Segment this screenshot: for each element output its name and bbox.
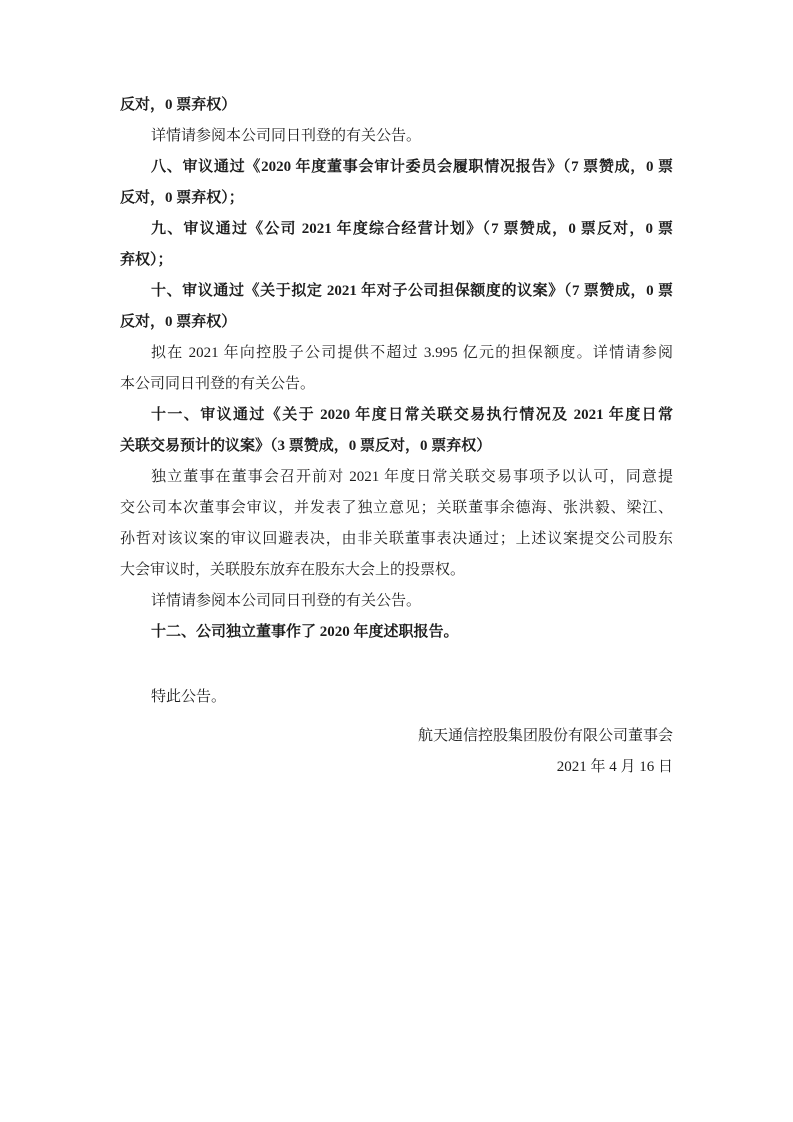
item-11-line-2: 关联交易预计的议案》（3 票赞成，0 票反对，0 票弃权） (120, 438, 492, 454)
item-11-detail-line-2: 交公司本次董事会审议，并发表了独立意见；关联董事余德海、张洪毅、梁江、 (120, 500, 673, 516)
item-10-detail-line-2: 本公司同日刊登的有关公告。 (120, 376, 316, 392)
document-content (120, 90, 673, 783)
item-11-see-announcement: 详情请参阅本公司同日刊登的有关公告。 (151, 593, 422, 609)
item-11-detail-line-4: 大会审议时，关联股东放弃在股东大会上的投票权。 (120, 562, 466, 578)
see-announcement-note: 详情请参阅本公司同日刊登的有关公告。 (151, 128, 422, 144)
prev-item-votes-continuation: 反对，0 票弃权） (120, 97, 237, 113)
item-10-line-2: 反对，0 票弃权） (120, 314, 237, 330)
item-8-line-2: 反对，0 票弃权）； (120, 190, 244, 206)
item-12-line-1: 十二、公司独立董事作了 2020 年度述职报告。 (151, 624, 459, 640)
item-11-line-1: 十一、审议通过《关于 2020 年度日常关联交易执行情况及 2021 年度日常 (151, 407, 673, 423)
item-11-detail-line-3: 孙哲对该议案的审议回避表决，由非关联董事表决通过；上述议案提交公司股东 (120, 531, 673, 547)
item-11-detail-line-1: 独立董事在董事会召开前对 2021 年度日常关联交易事项予以认可，同意提 (151, 469, 673, 485)
item-8-line-1: 八、审议通过《2020 年度董事会审计委员会履职情况报告》（7 票赞成，0 票 (151, 159, 673, 175)
signature-date: 2021 年 4 月 16 日 (556, 759, 673, 775)
item-9-line-1: 九、审议通过《公司 2021 年度综合经营计划》（7 票赞成，0 票反对，0 票 (151, 221, 673, 237)
signature-company: 航天通信控股集团股份有限公司董事会 (417, 728, 673, 744)
item-9-line-2: 弃权）； (120, 252, 173, 268)
closing-statement: 特此公告。 (151, 689, 227, 705)
item-10-detail-line-1: 拟在 2021 年向控股子公司提供不超过 3.995 亿元的担保额度。详情请参阅 (151, 345, 673, 361)
item-10-line-1: 十、审议通过《关于拟定 2021 年对子公司担保额度的议案》（7 票赞成，0 票 (151, 283, 673, 299)
